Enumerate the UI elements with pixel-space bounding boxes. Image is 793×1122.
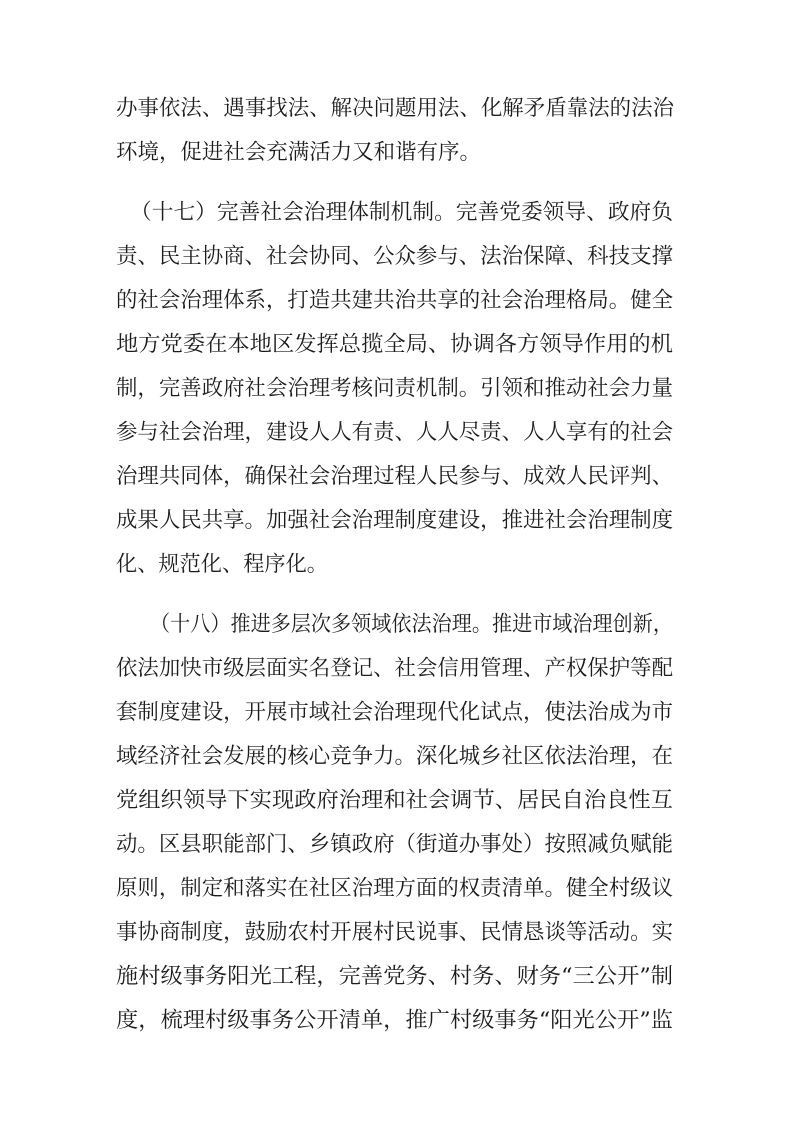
- paragraph-1-line-1: 办事依法、遇事找法、解决问题用法、化解矛盾靠法的法治: [116, 96, 675, 121]
- paragraph-3-line-9: 施村级事务阳光工程，完善党务、村务、财务“三公开”制: [116, 964, 673, 989]
- paragraph-3-line-8: 事协商制度，鼓励农村开展村民说事、民情恳谈等活动。实: [116, 920, 674, 945]
- paragraph-2-line-8: 成果人民共享。加强社会治理制度建设，推进社会治理制度: [116, 508, 674, 533]
- paragraph-3-line-4: 域经济社会发展的核心竞争力。深化城乡社区依法治理，在: [116, 744, 674, 769]
- paragraph-2-line-1: （十七）完善社会治理体制机制。完善党委领导、政府负: [130, 200, 673, 225]
- paragraph-3-line-3: 套制度建设，开展市域社会治理现代化试点，使法治成为市: [116, 700, 674, 725]
- paragraph-3-line-10: 度，梳理村级事务公开清单，推广村级事务“阳光公开”监: [116, 1008, 673, 1033]
- paragraph-2-line-4: 地方党委在本地区发挥总揽全局、协调各方领导作用的机: [116, 332, 673, 357]
- paragraph-3-line-5: 党组织领导下实现政府治理和社会调节、居民自治良性互: [116, 788, 673, 813]
- paragraph-3-line-6: 动。区县职能部门、乡镇政府（街道办事处）按照减负赋能: [116, 832, 674, 857]
- paragraph-2-line-5: 制，完善政府社会治理考核问责机制。引领和推动社会力量: [116, 376, 674, 401]
- paragraph-2-line-3: 的社会治理体系，打造共建共治共享的社会治理格局。健全: [116, 288, 674, 313]
- paragraph-1-line-2: 环境，促进社会充满活力又和谐有序。: [116, 140, 482, 165]
- paragraph-2-line-9: 化、规范化、程序化。: [116, 552, 329, 577]
- paragraph-3-line-7: 原则，制定和落实在社区治理方面的权责清单。健全村级议: [116, 876, 674, 901]
- paragraph-3-line-1: （十八）推进多层次多领域依法治理。推进市域治理创新，: [150, 612, 674, 637]
- paragraph-3-line-2: 依法加快市级层面实名登记、社会信用管理、产权保护等配: [116, 656, 674, 681]
- paragraph-2-line-2: 责、民主协商、社会协同、公众参与、法治保障、科技支撑: [116, 244, 674, 269]
- paragraph-2-line-7: 治理共同体，确保社会治理过程人民参与、成效人民评判、: [116, 464, 674, 489]
- paragraph-2-line-6: 参与社会治理，建设人人有责、人人尽责、人人享有的社会: [116, 420, 674, 445]
